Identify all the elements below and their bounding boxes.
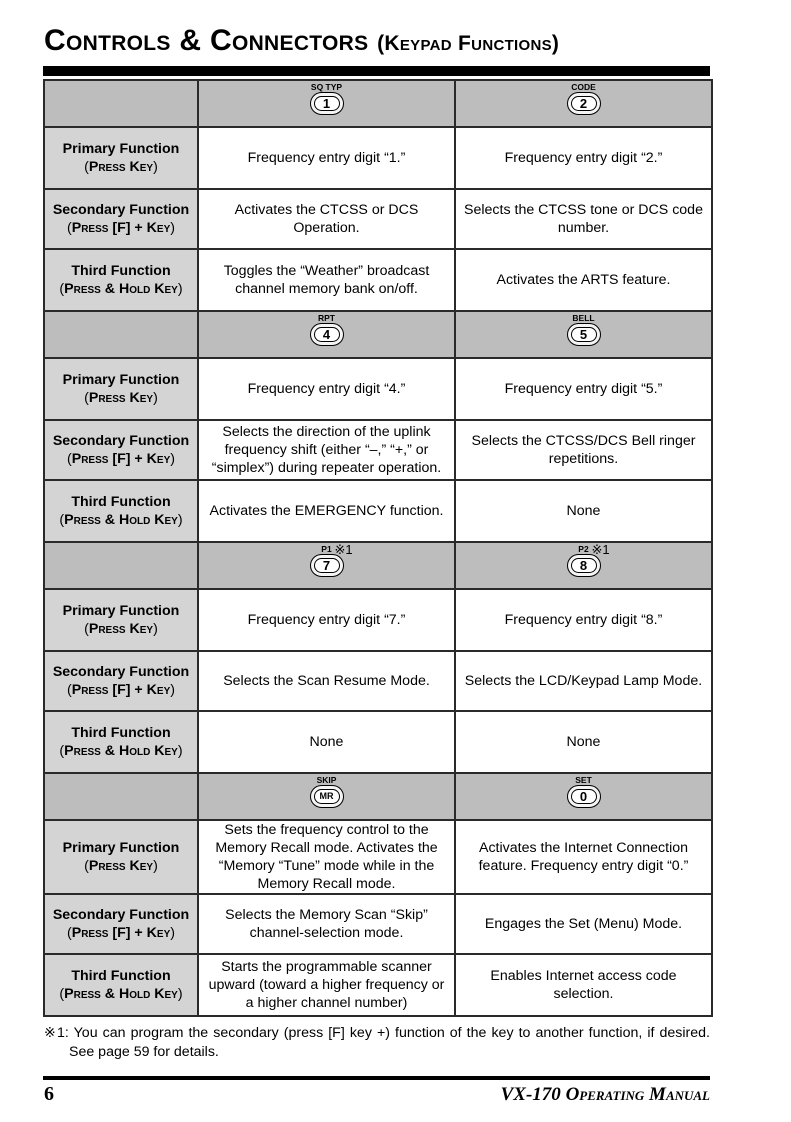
function-description: Starts the programmable scanner upward (toward a higher frequency or a higher channel number) [198, 954, 455, 1016]
function-description: Selects the LCD/Keypad Lamp Mode. [455, 651, 712, 711]
header-blank-cell [44, 80, 198, 127]
instruction-text: Press & Hold Key [64, 281, 178, 297]
key-button-icon [310, 323, 344, 346]
title-word-controls: ontrols [65, 24, 171, 57]
page-number: 6 [44, 1083, 54, 1105]
function-label-title: Third Function [71, 725, 171, 741]
key-icon [297, 81, 357, 121]
title-initial-c2: C [209, 24, 232, 57]
function-description: Frequency entry digit “4.” [198, 358, 455, 420]
key-face-label: 8 [571, 558, 597, 573]
function-label-instruction: (Press Key) [84, 159, 158, 175]
header-blank-cell [44, 773, 198, 820]
key-face-label: 1 [314, 96, 340, 111]
function-description: Activates the Internet Connection feature. Frequency entry digit “0.” [455, 820, 712, 894]
key-icon [554, 81, 614, 121]
keypad-functions-table [43, 79, 713, 1017]
key-header-cell [198, 311, 455, 358]
primary-function-label [44, 820, 198, 894]
third-function-row [44, 954, 712, 1016]
function-description: Frequency entry digit “7.” [198, 589, 455, 651]
key-button-icon [310, 785, 344, 808]
key-button-icon [567, 554, 601, 577]
key-face-label: 7 [314, 558, 340, 573]
function-description: Activates the CTCSS or DCS Operation. [198, 189, 455, 249]
instruction-text: Press [F] + Key [71, 451, 171, 467]
primary-function-row [44, 127, 712, 189]
key-header-cell [455, 311, 712, 358]
instruction-text: Press [F] + Key [71, 925, 171, 941]
key-icon [554, 543, 614, 583]
function-label-title: Secondary Function [52, 433, 190, 449]
function-label-title: Third Function [71, 494, 171, 510]
function-description: Engages the Set (Menu) Mode. [455, 894, 712, 954]
function-label-instruction: (Press & Hold Key) [59, 986, 183, 1002]
key-header-cell [198, 773, 455, 820]
footnote [44, 1024, 710, 1062]
primary-function-label [44, 127, 198, 189]
instruction-text: Press Key [88, 621, 154, 637]
key-header-row [44, 311, 712, 358]
instruction-text: Press [F] + Key [71, 220, 171, 236]
key-face-label: MR [314, 789, 340, 804]
secondary-function-row [44, 894, 712, 954]
function-label-title: Primary Function [62, 840, 180, 856]
key-button-icon [567, 92, 601, 115]
top-rule [43, 66, 710, 76]
third-function-label [44, 480, 198, 542]
key-secondary-caption: SQ TYP [310, 82, 343, 92]
function-label-title: Primary Function [62, 141, 180, 157]
function-description: Selects the direction of the uplink frequency shift (either “–,” “+,” or “simplex”) during repeater operation. [198, 420, 455, 480]
function-label-title: Primary Function [62, 372, 180, 388]
secondary-function-label [44, 420, 198, 480]
key-header-cell [198, 80, 455, 127]
key-secondary-caption: P2 [578, 544, 589, 554]
third-function-label [44, 249, 198, 311]
function-description: Activates the EMERGENCY function. [198, 480, 455, 542]
title-subtitle: (Keypad Functions) [377, 32, 560, 55]
key-header-cell [455, 80, 712, 127]
secondary-function-label [44, 189, 198, 249]
key-icon [297, 774, 357, 814]
instruction-text: Press & Hold Key [64, 512, 178, 528]
key-secondary-caption: BELL [572, 313, 595, 323]
manual-model: VX-170 [500, 1084, 561, 1105]
function-description: Enables Internet access code selection. [455, 954, 712, 1016]
function-description: Frequency entry digit “1.” [198, 127, 455, 189]
function-label-title: Primary Function [62, 603, 180, 619]
key-header-row [44, 80, 712, 127]
key-face-label: 4 [314, 327, 340, 342]
key-header-cell [455, 542, 712, 589]
secondary-function-label [44, 651, 198, 711]
page-title [44, 24, 559, 58]
function-description: Selects the CTCSS tone or DCS code number. [455, 189, 712, 249]
function-label-instruction: (Press Key) [84, 858, 158, 874]
primary-function-label [44, 589, 198, 651]
function-label-instruction: (Press [F] + Key) [67, 220, 175, 236]
secondary-function-label [44, 894, 198, 954]
footnote-text: ※1: You can program the secondary (press [F] key +) function of the key to another function, if desired. See page 59 for details. [44, 1025, 710, 1060]
function-label-title: Third Function [71, 263, 171, 279]
title-ampersand: & [179, 24, 202, 57]
manual-title [501, 1084, 710, 1106]
third-function-row [44, 480, 712, 542]
function-description: Frequency entry digit “8.” [455, 589, 712, 651]
function-description: None [198, 711, 455, 773]
instruction-text: Press Key [88, 858, 154, 874]
key-secondary-caption: SET [575, 775, 592, 785]
key-header-row [44, 773, 712, 820]
secondary-function-row [44, 420, 712, 480]
function-label-instruction: (Press & Hold Key) [59, 743, 183, 759]
function-label-title: Secondary Function [52, 664, 190, 680]
primary-function-label [44, 358, 198, 420]
footnote-mark: ※1 [591, 542, 610, 557]
function-label-instruction: (Press & Hold Key) [59, 281, 183, 297]
secondary-function-row [44, 189, 712, 249]
instruction-text: Press & Hold Key [64, 743, 178, 759]
footnote-mark: ※1 [334, 542, 353, 557]
function-label-instruction: (Press Key) [84, 390, 158, 406]
instruction-text: Press Key [88, 390, 154, 406]
key-button-icon [310, 92, 344, 115]
key-icon [297, 543, 357, 583]
function-description: None [455, 711, 712, 773]
title-word-connectors: onnectors [231, 24, 369, 57]
function-description: Selects the Memory Scan “Skip” channel-selection mode. [198, 894, 455, 954]
key-secondary-caption: P1 [321, 544, 332, 554]
function-description: Toggles the “Weather” broadcast channel memory bank on/off. [198, 249, 455, 311]
key-secondary-caption: SKIP [316, 775, 337, 785]
key-icon [554, 774, 614, 814]
third-function-label [44, 711, 198, 773]
third-function-row [44, 711, 712, 773]
function-label-instruction: (Press & Hold Key) [59, 512, 183, 528]
key-icon [554, 312, 614, 352]
key-header-row [44, 542, 712, 589]
key-face-label: 0 [571, 789, 597, 804]
function-description: Activates the ARTS feature. [455, 249, 712, 311]
function-label-instruction: (Press [F] + Key) [67, 451, 175, 467]
third-function-label [44, 954, 198, 1016]
primary-function-row [44, 820, 712, 894]
key-button-icon [567, 323, 601, 346]
function-description: Frequency entry digit “5.” [455, 358, 712, 420]
key-header-cell [198, 542, 455, 589]
function-label-title: Secondary Function [52, 202, 190, 218]
function-description: Selects the Scan Resume Mode. [198, 651, 455, 711]
function-description: None [455, 480, 712, 542]
title-initial-c: C [44, 24, 66, 57]
third-function-row [44, 249, 712, 311]
key-button-icon [310, 554, 344, 577]
function-description: Sets the frequency control to the Memory Recall mode. Activates the “Memory “Tune” mode while in the Memory Recall mode. [198, 820, 455, 894]
secondary-function-row [44, 651, 712, 711]
primary-function-row [44, 589, 712, 651]
manual-name: Operating Manual [565, 1084, 710, 1105]
key-secondary-caption: RPT [318, 313, 335, 323]
key-button-icon [567, 785, 601, 808]
function-label-instruction: (Press Key) [84, 621, 158, 637]
instruction-text: Press & Hold Key [64, 986, 178, 1002]
instruction-text: Press Key [88, 159, 154, 175]
key-face-label: 2 [571, 96, 597, 111]
instruction-text: Press [F] + Key [71, 682, 171, 698]
primary-function-row [44, 358, 712, 420]
key-header-cell [455, 773, 712, 820]
function-label-instruction: (Press [F] + Key) [67, 682, 175, 698]
header-blank-cell [44, 542, 198, 589]
bottom-rule [43, 1076, 710, 1080]
function-label-title: Third Function [71, 968, 171, 984]
key-secondary-caption: CODE [571, 82, 596, 92]
function-description: Frequency entry digit “2.” [455, 127, 712, 189]
function-label-title: Secondary Function [52, 907, 190, 923]
key-icon [297, 312, 357, 352]
key-face-label: 5 [571, 327, 597, 342]
function-description: Selects the CTCSS/DCS Bell ringer repetitions. [455, 420, 712, 480]
header-blank-cell [44, 311, 198, 358]
function-label-instruction: (Press [F] + Key) [67, 925, 175, 941]
